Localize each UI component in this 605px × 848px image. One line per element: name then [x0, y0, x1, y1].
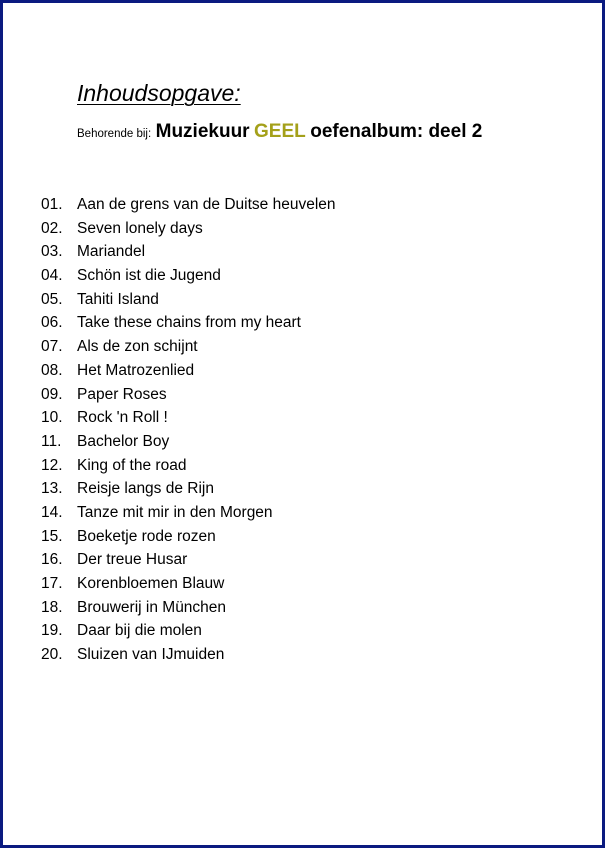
list-item [41, 383, 336, 407]
song-number: 08. [41, 361, 63, 379]
song-number: 17. [41, 575, 63, 592]
song-number: 20. [41, 646, 63, 664]
song-title: Als de zon schijnt [77, 338, 198, 356]
list-item [41, 548, 336, 572]
song-title: Sluizen van IJmuiden [77, 646, 225, 664]
list-item [41, 335, 336, 359]
subtitle-album-name: Muziekuur [155, 121, 250, 142]
song-number: 07. [41, 338, 63, 356]
list-item [41, 217, 336, 241]
list-item [41, 311, 336, 335]
subtitle-prefix: Behorende bij: [77, 128, 152, 140]
song-list [41, 193, 336, 667]
list-item [41, 193, 336, 217]
list-item [41, 288, 336, 312]
song-title: Tahiti Island [77, 290, 159, 308]
song-title: Take these chains from my heart [77, 314, 301, 332]
song-number: 12. [41, 456, 63, 474]
song-title: Korenbloemen Blauw [77, 575, 225, 592]
song-number: 03. [41, 243, 63, 261]
song-number: 02. [41, 219, 63, 237]
song-number: 13. [41, 480, 63, 498]
song-number: 04. [41, 267, 63, 285]
page-title: Inhoudsopgave: [77, 80, 241, 106]
list-item [41, 525, 336, 549]
song-title: Aan de grens van de Duitse heuvelen [77, 196, 336, 213]
song-number: 14. [41, 503, 63, 521]
song-title: Daar bij die molen [77, 622, 202, 640]
list-item [41, 619, 336, 643]
song-number: 19. [41, 622, 63, 640]
list-item [41, 643, 336, 667]
list-item [41, 572, 336, 596]
song-number: 09. [41, 385, 63, 403]
song-number: 05. [41, 290, 63, 308]
song-number: 18. [41, 598, 63, 616]
song-title: Boeketje rode rozen [77, 527, 216, 545]
song-title: Der treue Husar [77, 551, 188, 569]
list-item [41, 477, 336, 501]
list-item [41, 454, 336, 478]
song-title: Seven lonely days [77, 219, 203, 237]
list-item [41, 596, 336, 620]
song-number: 11. [41, 432, 62, 450]
subtitle-album-part: oefenalbum: deel 2 [310, 121, 483, 142]
list-item [41, 501, 336, 525]
song-number: 15. [41, 527, 63, 545]
song-title: Paper Roses [77, 385, 167, 403]
song-title: Tanze mit mir in den Morgen [77, 503, 273, 521]
subtitle-color-word: GEEL [254, 121, 306, 142]
list-item [41, 406, 336, 430]
song-title: Rock 'n Roll ! [77, 409, 168, 427]
song-number: 10. [41, 409, 63, 427]
album-subtitle [77, 119, 482, 147]
song-title: Reisje langs de Rijn [77, 480, 214, 498]
list-item [41, 240, 336, 264]
song-number: 06. [41, 314, 63, 332]
song-title: King of the road [77, 456, 187, 474]
list-item [41, 430, 336, 454]
song-title: Schön ist die Jugend [77, 267, 221, 285]
song-title: Het Matrozenlied [77, 361, 195, 379]
song-title: Brouwerij in München [77, 598, 227, 616]
list-item [41, 359, 336, 383]
song-number: 01. [41, 196, 63, 213]
song-title: Bachelor Boy [77, 432, 170, 450]
song-number: 16. [41, 551, 63, 569]
list-item [41, 264, 336, 288]
song-title: Mariandel [77, 243, 146, 261]
